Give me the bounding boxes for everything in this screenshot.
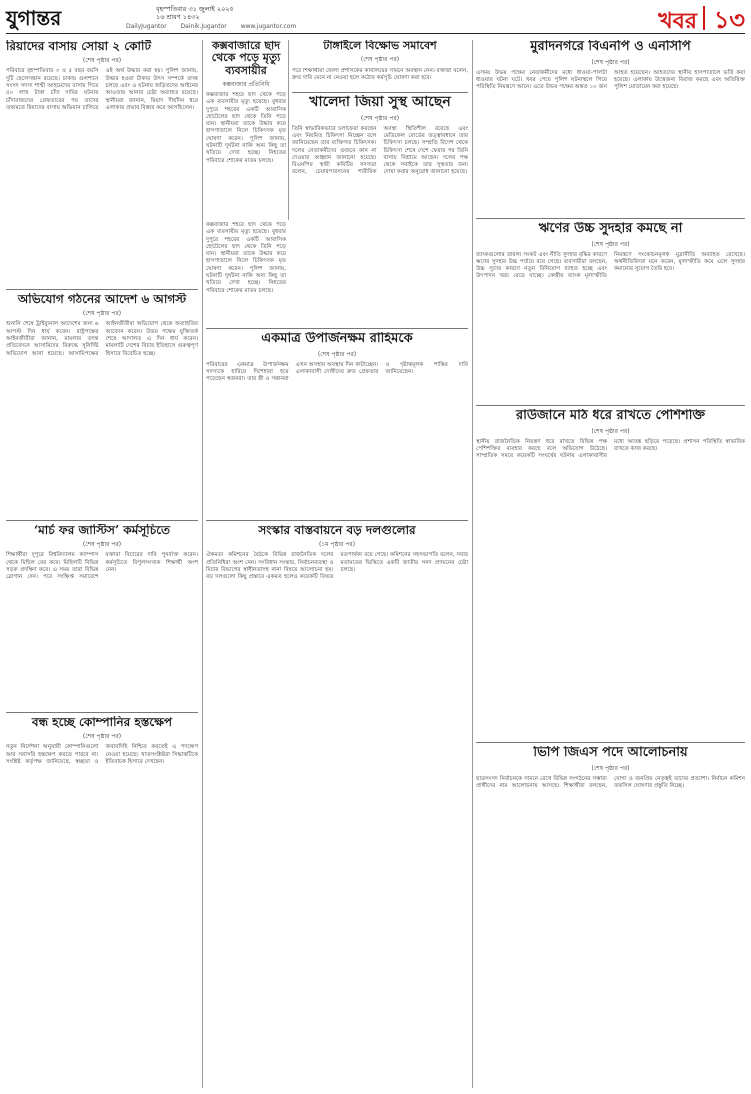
article-body: পরিবারের একমাত্র উপার্জনক্ষম সদস্যকে হারিয়ে দিশেহারা হয়ে পড়েছেন স্বজনরা। তার স্ত্রী ও সন্তানরা এখন অসহায় অবস্থায় দিন কাটাচ্ছেন। এলাকাবাসী দোষীদের দ্রুত গ্রেফতার ও দৃষ্টান্তমূলক শাস্তির দাবি জানিয়েছেন। — [206, 361, 468, 383]
column-rule — [288, 40, 289, 220]
section-title: খবর — [658, 8, 697, 34]
article-byline: (শেষ পৃষ্ঠার পর) — [591, 764, 630, 772]
article-body: ঐকমত্য কমিশনের বৈঠকে বিভিন্ন রাজনৈতিক দলের প্রতিনিধিরা অংশ নেন। সংবিধান সংস্কার, নির্বাচনব্যবস্থা ও বিচার বিভাগের স্বাধীনতাসহ নানা বিষয়ে আলোচনা হয়। বড় দলগুলো কিছু প্রস্তাবে একমত হলেও কয়েকটি বিষয়ে মতপার্থক্য রয়ে গেছে। কমিশনের সহসভাপতি বলেন, সবার মতামতের ভিত্তিতে একটি জাতীয় সনদ প্রণয়নের চেষ্টা চলছে। — [206, 552, 468, 581]
date-gregorian: বৃহস্পতিবার ৩১ জুলাই ২০২৫ — [156, 5, 234, 13]
article-headline: ঋণের উচ্চ সুদহার কমছে না — [538, 222, 683, 236]
article-coxsbazar — [206, 40, 286, 220]
article-investigation — [6, 293, 198, 518]
article-headline: খালেদা জিয়া সুস্থ আছেন — [309, 95, 451, 110]
article-divider — [206, 520, 468, 521]
article-headline: মুরাদনগরে বিএনপি ও এনসিপি — [530, 40, 691, 54]
article-divider — [476, 218, 745, 219]
article-divider — [6, 520, 198, 521]
article-headline: একমাত্র উপার্জনক্ষম রাহিমকে — [261, 332, 413, 346]
column-rule — [472, 40, 473, 1088]
article-body: ব্যাংকগুলোর তারল্য সংকট এবং নীতি সুদহার বৃদ্ধির কারণে ঋণের সুদহার উচ্চ পর্যায়ে রয়ে গেছে। ব্যবসায়ীরা বলছেন, উচ্চ সুদের কারণে নতুন বিনিয়োগ ব্যাহত হচ্ছে এবং উৎপাদন খরচ বেড়ে যাচ্ছে। কেন্দ্রীয় ব্যাংক মূল্যস্ফীতি নিয়ন্ত্রণে সংকোচনমূলক মুদ্রানীতি অব্যাহত রেখেছে। অর্থনীতিবিদরা মনে করেন, মূল্যস্ফীতি কমে এলে সুদহার কমানোর সুযোগ তৈরি হবে। — [476, 251, 745, 280]
article-coxsbazar-cont: কক্সবাজার শহরে ছাদ থেকে পড়ে এক ব্যবসায়ীর মৃত্যু হয়েছে। বুধবার দুপুরে শহরের একটি আবাসিক হোটেলের ছাদ থেকে তিনি পড়ে যান। স্থানীয়রা তাকে উদ্ধার করে হাসপাতালে নিলে চিকিৎসক মৃত ঘোষণা করেন। পুলিশ জানায়, ঘটনাটি দুর্ঘটনা নাকি অন্য কিছু তা খতিয়ে দেখা হচ্ছে। নিহতের পরিবারে শোকের মাতম চলছে। — [206, 222, 286, 294]
article-rahim — [206, 332, 468, 518]
page-number: ১৩ — [713, 5, 745, 34]
article-justice — [6, 524, 198, 709]
article-byline: (শেষ পৃষ্ঠার পর) — [591, 240, 630, 248]
article-byline: (শেষ পৃষ্ঠার পর) — [82, 310, 122, 318]
article-headline: অভিযোগ গঠনের আদেশ ৬ আগস্ট — [17, 293, 187, 306]
article-divider — [476, 742, 745, 743]
article-headline: বন্ধ হচ্ছে কোম্পানির হস্তক্ষেপ — [31, 716, 173, 729]
article-headline: ‘মার্চ ফর জাস্টিস’ কর্মসূচিতে — [33, 524, 171, 537]
article-byline: (শেষ পৃষ্ঠার পর) — [82, 733, 122, 741]
article-body: ছাত্রসংসদ নির্বাচনকে সামনে রেখে বিভিন্ন সংগঠনের সম্ভাব্য প্রার্থীদের নাম আলোচনায় আসছে। শিক্ষার্থীরা বলছেন, যোগ্য ও জনপ্রিয় নেতৃত্বই তাদের প্রত্যাশা। নির্বাচন কমিশন তফসিল ঘোষণার প্রস্তুতি নিচ্ছে। — [476, 775, 745, 789]
date-bengali: ১৬ শ্রাবণ ১৪৩২ — [156, 13, 200, 21]
dateline — [156, 5, 234, 21]
article-headline: ভিপি জিএস পদে আলোচনায় — [533, 746, 688, 760]
page-separator — [703, 6, 705, 30]
article-tangail-body: পরে শিক্ষার্থীরা জেলা প্রশাসকের কার্যালয়ের সামনে অবস্থান নেন। বক্তারা বলেন, দ্রুত দাবি মেনে না নেওয়া হলে কঠোর কর্মসূচি ঘোষণা করা হবে। — [292, 68, 468, 82]
article-divider — [292, 92, 468, 93]
article-divider — [6, 712, 198, 713]
article-headline: রাউজানে মাঠ ধরে রাখতে পেশিশক্তি — [515, 409, 706, 423]
article-reform — [206, 524, 468, 1088]
article-divider — [476, 405, 745, 406]
article-byline: কক্সবাজার প্রতিনিধি — [222, 80, 270, 88]
article-body: শুনানি শেষে ট্রাইব্যুনাল আদেশের জন্য ৬ আগস্ট দিন ধার্য করেন। রাষ্ট্রপক্ষের আইনজীবীরা জানান, মামলার তদন্ত প্রতিবেদনে আসামিদের বিরুদ্ধে সুনির্দিষ্ট অভিযোগ আনা হয়েছে। আসামিপক্ষের আইনজীবীরা অভিযোগ থেকে অব্যাহতির আবেদন করেন। উভয় পক্ষের যুক্তিতর্ক শেষে আদালত এ দিন ধার্য করেন। মামলাটি দেশের বিচার ইতিহাসে গুরুত্বপূর্ণ হিসাবে বিবেচিত হচ্ছে। — [6, 321, 198, 357]
article-byline: (শেষ পৃষ্ঠার পর) — [360, 56, 400, 64]
article-body: তিনি স্বাভাবিকভাবে চলাফেরা করছেন এবং নিয়মিত চিকিৎসা নিচ্ছেন বলে জানিয়েছেন তার ব্যক্তিগত চিকিৎসক। দলের নেতাকর্মীদের গুজবে কান না দেওয়ার আহ্বান জানানো হয়েছে। বিএনপির স্থায়ী কমিটির সদস্যরা বলেন, চেয়ারপারসনের শারীরিক অবস্থা স্থিতিশীল রয়েছে এবং মেডিকেল বোর্ডের তত্ত্বাবধানে তার চিকিৎসা চলছে। সম্প্রতি বিদেশ থেকে চিকিৎসা শেষে দেশে ফেরার পর তিনি বাসায় বিশ্রামে আছেন। দলের পক্ষ থেকে সবাইকে তার সুস্থতার জন্য দোয়া করার অনুরোধ জানানো হয়েছে। — [292, 125, 468, 176]
article-tangail — [292, 40, 468, 70]
article-khaleda — [292, 95, 468, 325]
social-link-2[interactable]: Dainik.Jugantor — [180, 23, 227, 30]
article-body: স্থানীয় রাজনৈতিক নিয়ন্ত্রণ ধরে রাখতে বিভিন্ন পক্ষ পেশিশক্তির ব্যবহার করছে বলে অভিযোগ উঠেছে। সাম্প্রতিক সময়ে কয়েকটি সংঘর্ষের ঘটনায় এলাকাবাসীর মধ্যে আতঙ্ক ছড়িয়ে পড়েছে। প্রশাসন পরিস্থিতি স্বাভাবিক রাখতে কাজ করছে। — [476, 438, 745, 460]
article-body: নতুন নির্দেশনা অনুযায়ী কোম্পানিগুলো আর সরাসরি হস্তক্ষেপ করতে পারবে না। সংশ্লিষ্ট কর্তৃপক্ষ জানিয়েছে, স্বচ্ছতা ও জবাবদিহি নিশ্চিত করতেই এ পদক্ষেপ নেওয়া হয়েছে। খাতসংশ্লিষ্টরা সিদ্ধান্তটিকে ইতিবাচক হিসাবে দেখছেন। — [6, 744, 198, 766]
article-body: পরিবারে বৃহস্পতিবার ৩ ও ৫ বছর বয়সি দুটি ছেলেসন্তান রয়েছে। ঢাকায় গুলশানে সংসদ সদস্য শাম্মী আহমেদের বাসায় গিয়ে ৫০ লাখ টাকা চাঁদা দাবির ঘটনায় চাঁদাবাজদের গ্রেফতারের পর তাদের তথ্যমতে রিয়াদের বাসায় অভিযান চালিয়ে এই অর্থ উদ্ধার করা হয়। পুলিশ জানায়, উদ্ধার হওয়া টাকার উৎস সম্পর্কে তদন্ত চলছে এবং এ ঘটনায় জড়িতদের আইনের আওতায় আনার চেষ্টা অব্যাহত রয়েছে। স্থানীয়রা জানান, রিয়াদ দীর্ঘদিন ধরে এলাকায় প্রভাব বিস্তার করে আসছিলেন। — [6, 68, 198, 111]
article-body: এসময় উভয় পক্ষের নেতাকর্মীদের মধ্যে ধাওয়া-পালটা ধাওয়ার ঘটনা ঘটে। খবর পেয়ে পুলিশ ঘটনাস্থলে গিয়ে পরিস্থিতি নিয়ন্ত্রণে আনে। এতে উভয় পক্ষের অন্তত ১০ জন আহত হয়েছেন। আহতদের স্থানীয় হাসপাতালে ভর্তি করা হয়েছে। এলাকায় উত্তেজনা বিরাজ করছে এবং অতিরিক্ত পুলিশ মোতায়েন করা হয়েছে। — [476, 69, 745, 91]
article-byline: (শেষ পৃষ্ঠার পর) — [591, 427, 630, 435]
social-links — [126, 23, 296, 30]
article-byline: (শেষ পৃষ্ঠার পর) — [591, 58, 630, 66]
article-byline: (১ম পৃষ্ঠার পর) — [318, 541, 356, 549]
article-divider — [6, 289, 198, 290]
article-byline: (শেষ পৃষ্ঠার পর) — [82, 57, 122, 65]
article-raozan — [476, 409, 745, 739]
article-body: কক্সবাজার শহরে ছাদ থেকে পড়ে এক ব্যবসায়ীর মৃত্যু হয়েছে। বুধবার দুপুরে শহরের একটি আবাসিক হোটেলের ছাদ থেকে তিনি পড়ে যান। স্থানীয়রা তাকে উদ্ধার করে হাসপাতালে নিলে চিকিৎসক মৃত ঘোষণা করেন। পুলিশ জানায়, ঘটনাটি দুর্ঘটনা নাকি অন্য কিছু তা খতিয়ে দেখা হচ্ছে। নিহতের পরিবারে শোকের মাতম চলছে। — [206, 91, 286, 164]
article-byline: (শেষ পৃষ্ঠার পর) — [360, 114, 400, 122]
article-vpjs — [476, 746, 745, 1088]
article-headline: টাঙ্গাইলে বিক্ষোভ সমাবেশ — [323, 40, 437, 52]
article-debt — [476, 222, 745, 402]
article-byline: (শেষ পৃষ্ঠার পর) — [82, 541, 122, 549]
article-headline: রিয়াদের বাসায় সোয়া ২ কোটি — [6, 40, 151, 53]
masthead — [6, 4, 745, 34]
article-riyad — [6, 40, 198, 285]
newspaper-logo: যুগান্তর — [6, 6, 62, 30]
article-byline: (শেষ পৃষ্ঠার পর) — [317, 350, 357, 358]
article-muradnagar — [476, 40, 745, 215]
article-headline: কক্সবাজারে ছাদ থেকে পড়ে মৃত্যু ব্যবসায়ীর — [211, 40, 281, 77]
website-link[interactable]: www.jugantor.com — [240, 23, 297, 30]
social-link-1[interactable]: DailyJugantor — [126, 23, 167, 30]
article-headline: সংস্কার বাস্তবায়নে বড় দলগুলোর — [258, 524, 416, 537]
article-body: শিক্ষার্থীরা দুপুরে বিশ্ববিদ্যালয় ক্যাম্পাস থেকে মিছিল বের করে। মিছিলটি বিভিন্ন সড়ক প্রদক্ষিণ করে। এ সময় তারা বিভিন্ন স্লোগান দেন। পরে সংক্ষিপ্ত সমাবেশে বক্তারা বিচারের দাবি পুনর্ব্যক্ত করেন। কর্মসূচিতে বিপুলসংখ্যক শিক্ষার্থী অংশ নেন। — [6, 552, 198, 581]
article-divider — [206, 328, 468, 329]
